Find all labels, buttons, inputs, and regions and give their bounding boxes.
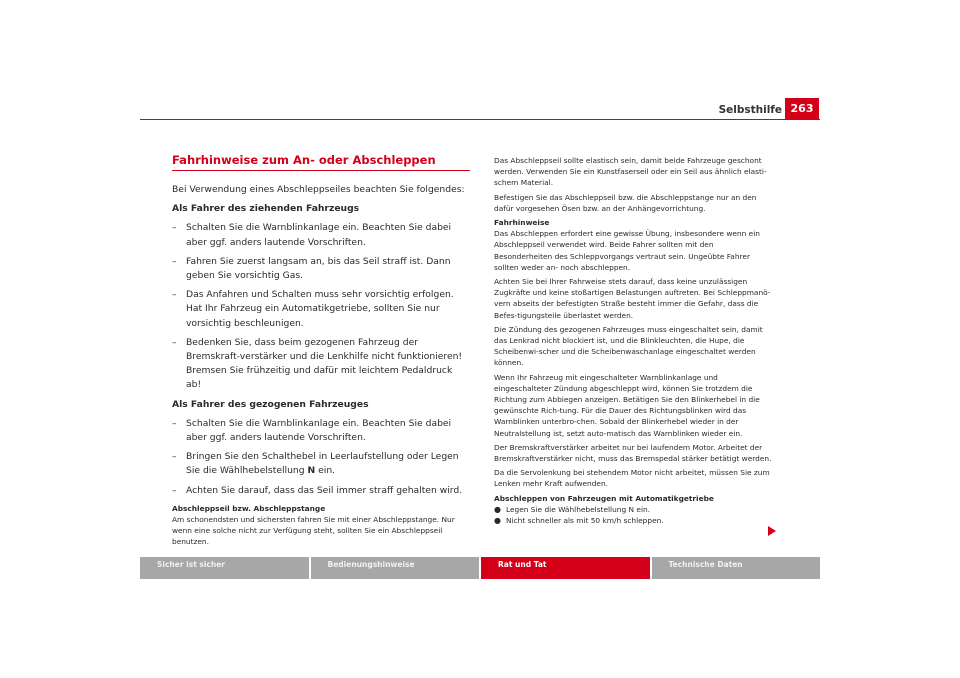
- gear-position-key: N: [307, 465, 316, 477]
- page-number: 263: [785, 98, 819, 120]
- dash-marker: –: [172, 255, 177, 267]
- header-rule: [140, 119, 820, 120]
- subheading-towing-driver: Als Fahrer des ziehenden Fahrzeugs: [172, 203, 360, 215]
- header-section-title: Selbsthilfe: [718, 104, 782, 116]
- tow-rope-text: Am schonendsten und sichersten fahren Sie mit einer Abschleppstange. Nur wenn eine solche nicht zur Verfügung steht, sollten Sie ein Abschleppseil benutzen.: [172, 514, 455, 547]
- intro-text: Bei Verwendung eines Abschleppseiles beachten Sie folgendes:: [172, 184, 465, 195]
- list-item: [172, 255, 470, 283]
- footer-nav: [140, 557, 820, 579]
- bullet-text: Nicht schneller als mit 50 km/h schleppen.: [506, 516, 664, 526]
- dash-marker: –: [172, 336, 177, 348]
- paragraph: Der Bremskraftverstärker arbeitet nur bei laufendem Motor. Arbeitet der Bremskraftverstärker nicht, muss das Bremspedal stärker betätigt werden.: [494, 442, 772, 464]
- subheading-automatic-transmission: Abschleppen von Fahrzeugen mit Automatikgetriebe: [494, 493, 714, 503]
- paragraph: Das Abschleppen erfordert eine gewisse Übung, insbesondere wenn ein Abschleppseil verwendet wird. Beide Fahrer sollten mit den Besonderheiten des Schleppvorgangs vertraut sein. Ungeübte Fahrer sollten weder an- noch abschleppen.: [494, 229, 760, 272]
- list-item-text: Bringen Sie den Schalthebel in Leerlaufstellung oder Legen Sie die Wählhebelstellung: [186, 451, 459, 477]
- list-item-text: Schalten Sie die Warnblinkanlage ein. Beachten Sie dabei aber ggf. anders lautende Vorschriften.: [186, 417, 452, 444]
- section-title: Fahrhinweise zum An- oder Abschleppen: [172, 153, 470, 171]
- list-item-text: Bedenken Sie, dass beim gezogenen Fahrzeug der Bremskraft-verstärker und die Lenkhilfe nicht funktionieren! Bremsen Sie frühzeitig und dafür mit leichtem Pedaldruck ab!: [186, 336, 463, 391]
- dash-marker: –: [172, 417, 177, 429]
- list-item: [172, 288, 470, 331]
- list-item: [172, 417, 470, 445]
- tab-rat-und-tat[interactable]: Rat und Tat: [481, 557, 650, 579]
- tab-technische-daten[interactable]: Technische Daten: [652, 557, 821, 579]
- paragraph: Achten Sie bei Ihrer Fahrweise stets darauf, dass keine unzulässigen Zugkräfte und keine stoßartigen Belastungen auftreten. Bei Schleppmanö-vern abseits der befestigten Straße besteht immer die Gefahr, dass die Befes-tigungsteile überlastet werden.: [494, 277, 771, 320]
- list-item-text: Schalten Sie die Warnblinkanlage ein. Beachten Sie dabei aber ggf. anders lautende Vorschriften.: [186, 222, 452, 248]
- list-item-text: Das Anfahren und Schalten muss sehr vorsichtig erfolgen. Hat Ihr Fahrzeug ein Automatikgetriebe, sollten Sie nur vorsichtig beschleunigen.: [186, 289, 454, 329]
- list-item-text-end: ein.: [318, 465, 336, 477]
- bullet-item: [494, 504, 774, 515]
- paragraph: Das Abschleppseil sollte elastisch sein, damit beide Fahrzeuge geschont werden. Verwenden Sie ein Kunstfaserseil oder ein Seil aus ähnlich elasti-schem Material.: [494, 156, 767, 188]
- subheading-driving-tips: Fahrhinweise: [494, 218, 550, 228]
- list-item-text: Fahren Sie zuerst langsam an, bis das Seil straff ist. Dann geben Sie vorsichtig Gas.: [186, 255, 451, 282]
- tab-bedienungshinweise[interactable]: Bedienungshinweise: [311, 557, 480, 579]
- bullet-text: Legen Sie die Wählhebelstellung N ein.: [506, 504, 651, 514]
- paragraph: Da die Servolenkung bei stehendem Motor nicht arbeitet, müssen Sie zum Lenken mehr Kraft aufwenden.: [494, 468, 770, 489]
- list-item-text: Achten Sie darauf, dass das Seil immer straff gehalten wird.: [186, 484, 463, 496]
- paragraph: Befestigen Sie das Abschleppseil bzw. die Abschleppstange nur an den dafür vorgesehen Ösen bzw. an der Anhängevorrichtung.: [494, 192, 757, 213]
- list-item: [172, 484, 470, 498]
- list-item: [172, 221, 470, 249]
- bullet-icon: ●: [494, 504, 501, 514]
- subheading-towed-driver: Als Fahrer des gezogenen Fahrzeuges: [172, 398, 369, 410]
- right-column: [494, 155, 774, 526]
- paragraph: Wenn Ihr Fahrzeug mit eingeschalteter Warnblinkanlage und eingeschalteter Zündung abgeschleppt wird, können Sie trotzdem die Richtung zum Abbiegen anzeigen. Betätigen Sie den Blinkerhebel in die gewünschte Rich-tung. Für die Dauer des Richtungsblinken wird das Warnblinken unterbro-chen. Sobald der Blinkerhebel wieder in der Neutralstellung ist, setzt auto-matisch das Warnblinken wieder ein.: [494, 372, 760, 438]
- tab-sicher-ist-sicher[interactable]: Sicher ist sicher: [140, 557, 309, 579]
- list-item: [172, 450, 470, 478]
- subheading-tow-rope: Abschleppseil bzw. Abschleppstange: [172, 503, 326, 513]
- dash-marker: –: [172, 222, 177, 234]
- list-item: [172, 336, 470, 393]
- bullet-icon: ●: [494, 516, 501, 526]
- dash-marker: –: [172, 451, 177, 463]
- triangle-right-icon[interactable]: [768, 526, 776, 536]
- dash-marker: –: [172, 484, 177, 496]
- dash-marker: –: [172, 289, 177, 301]
- bullet-item: [494, 515, 774, 526]
- paragraph: Die Zündung des gezogenen Fahrzeuges muss eingeschaltet sein, damit das Lenkrad nicht blockiert ist, und die Blinkleuchten, die Hupe, die Scheibenwi-scher und die Scheibenwaschanlage eingeschaltet werden können.: [494, 324, 763, 368]
- left-column: [172, 153, 470, 547]
